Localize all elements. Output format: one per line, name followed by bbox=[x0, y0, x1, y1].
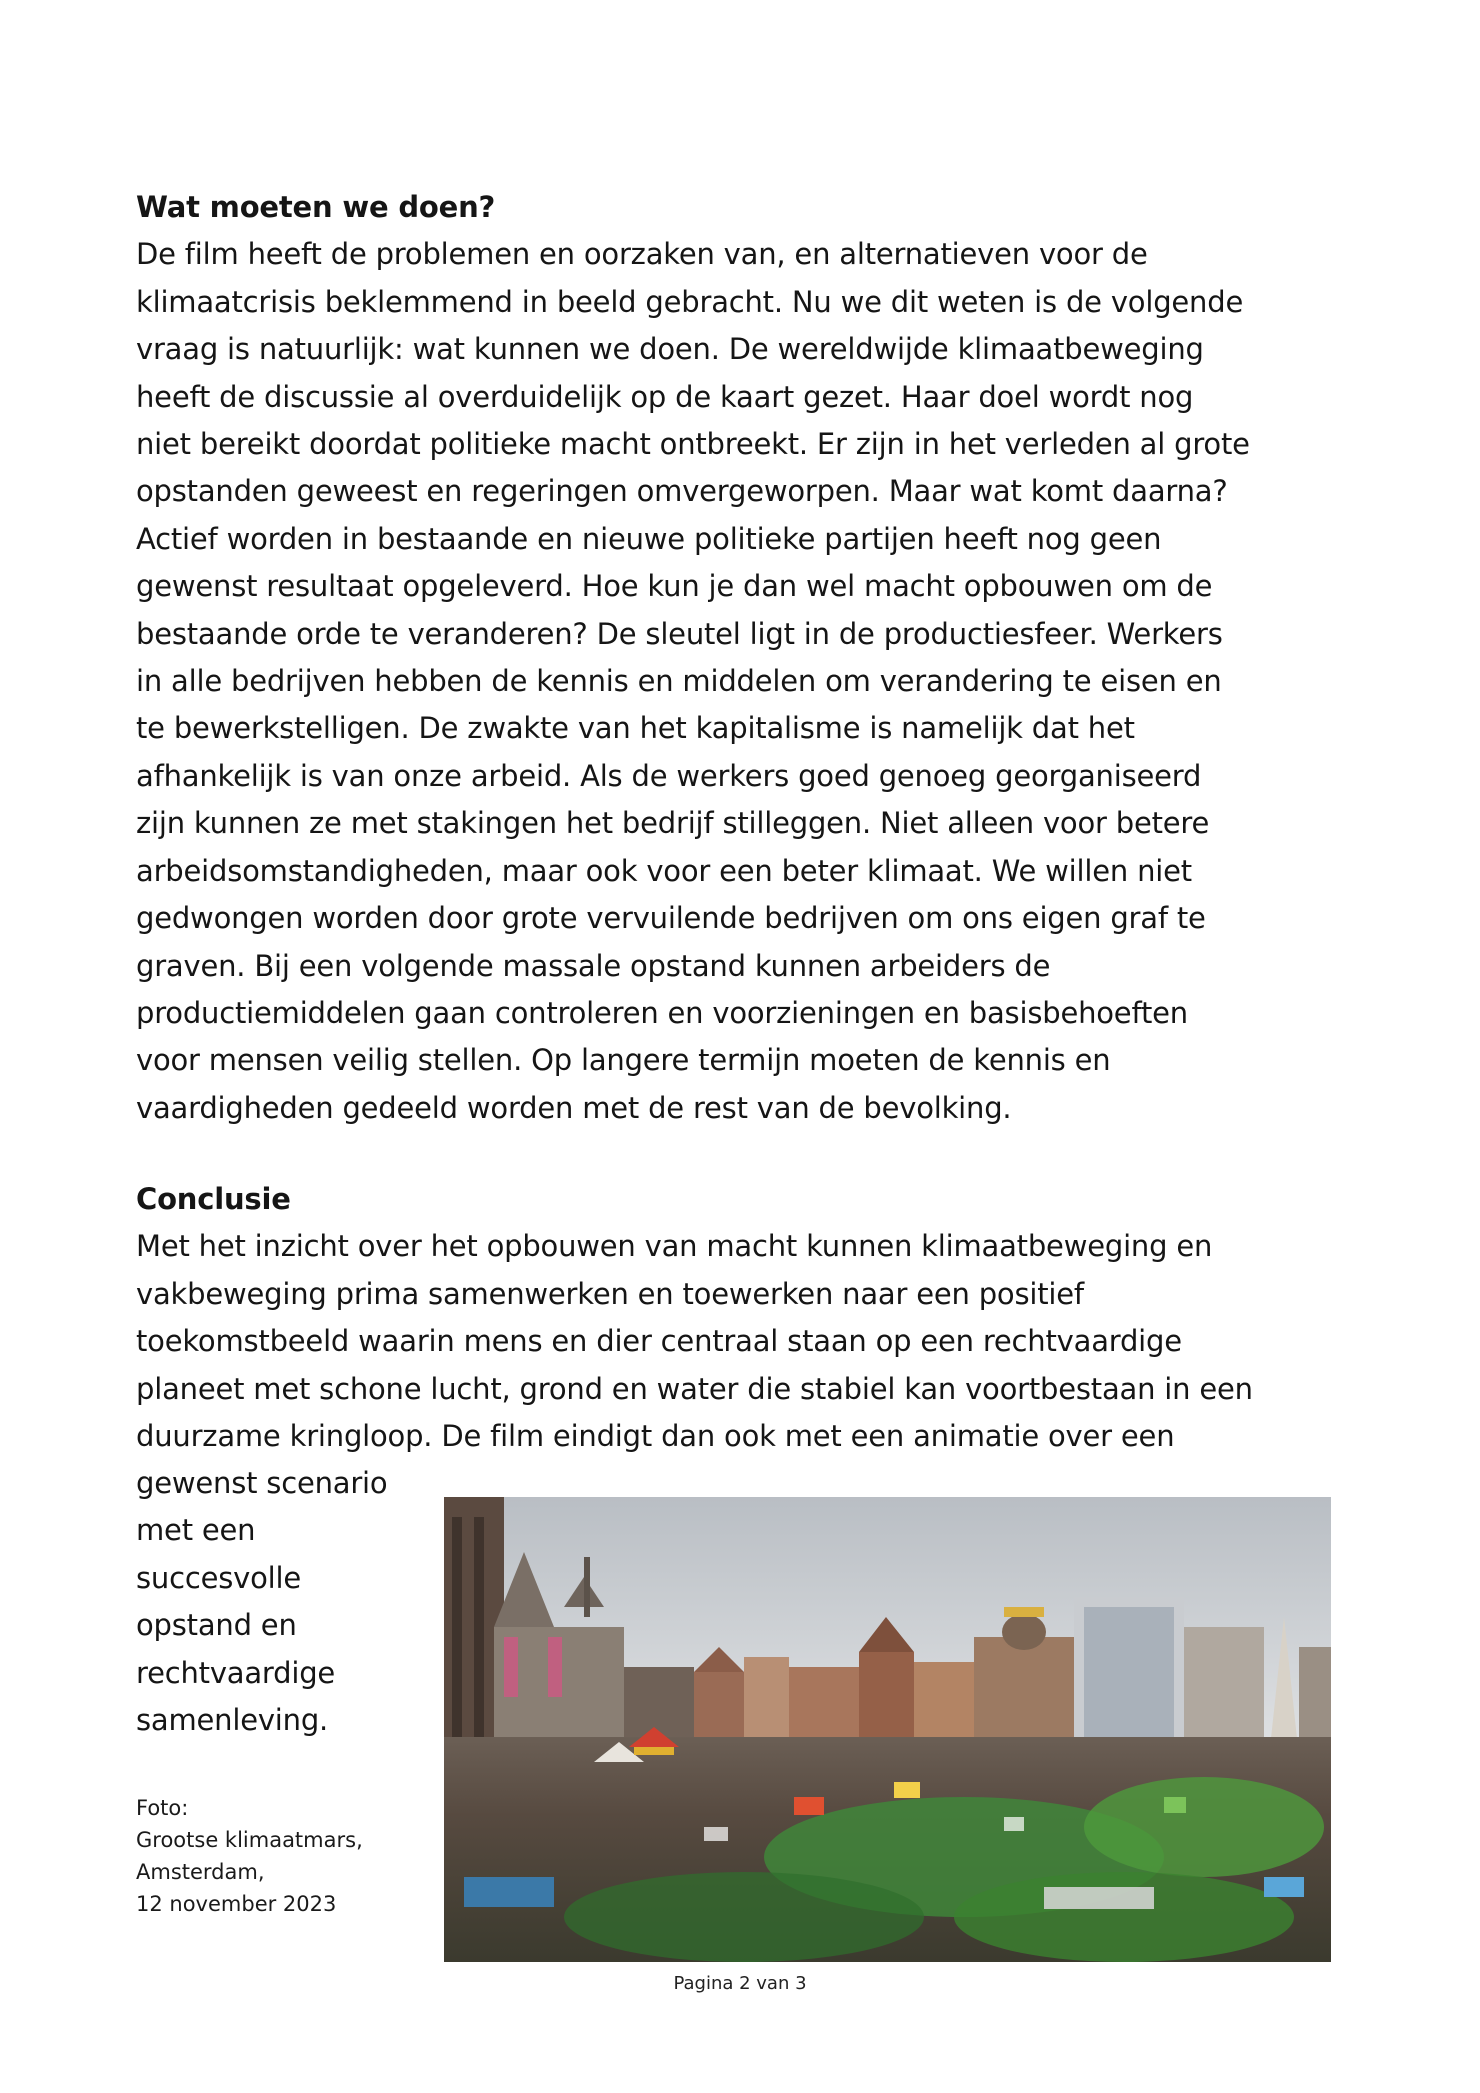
section-conclusion bbox=[136, 1176, 1356, 1460]
caption-line: Amsterdam, bbox=[136, 1860, 265, 1884]
text-line: productiemiddelen gaan controleren en voorzieningen en basisbehoeften bbox=[136, 995, 1188, 1030]
text-line: niet bereikt doordat politieke macht ontbreekt. Er zijn in het verleden al grote bbox=[136, 427, 1250, 462]
photo-caption bbox=[136, 1792, 363, 1920]
text-line: met een bbox=[136, 1513, 256, 1548]
text-line: graven. Bij een volgende massale opstand kunnen arbeiders de bbox=[136, 948, 1051, 983]
text-line: Met het inzicht over het opbouwen van macht kunnen klimaatbeweging en bbox=[136, 1229, 1213, 1264]
paragraph bbox=[136, 1223, 1356, 1460]
caption-line: Grootse klimaatmars, bbox=[136, 1828, 363, 1852]
text-line: gewenst scenario bbox=[136, 1466, 388, 1500]
text-line: bestaande orde te veranderen? De sleutel ligt in de productiesfeer. Werkers bbox=[136, 616, 1223, 651]
caption-line: 12 november 2023 bbox=[136, 1892, 337, 1916]
text-line: in alle bedrijven hebben de kennis en middelen om verandering te eisen en bbox=[136, 664, 1222, 699]
page-number: Pagina 2 van 3 bbox=[673, 1973, 807, 1994]
text-line: arbeidsomstandigheden, maar ook voor een beter klimaat. We willen niet bbox=[136, 853, 1192, 888]
text-line: zijn kunnen ze met stakingen het bedrijf stilleggen. Niet alleen voor betere bbox=[136, 806, 1210, 841]
caption-line: Foto: bbox=[136, 1796, 189, 1820]
text-line: heeft de discussie al overduidelijk op de kaart gezet. Haar doel wordt nog bbox=[136, 379, 1194, 414]
text-line: opstand en bbox=[136, 1608, 297, 1643]
crowd-photo bbox=[444, 1497, 1331, 1962]
text-line: klimaatcrisis beklemmend in beeld gebracht. Nu we dit weten is de volgende bbox=[136, 284, 1244, 319]
text-line: De film heeft de problemen en oorzaken van, en alternatieven voor de bbox=[136, 237, 1148, 272]
text-line: Actief worden in bestaande en nieuwe politieke partijen heeft nog geen bbox=[136, 521, 1162, 556]
text-line: voor mensen veilig stellen. Op langere termijn moeten de kennis en bbox=[136, 1043, 1111, 1078]
section-heading: Wat moeten we doen? bbox=[136, 190, 496, 224]
text-line: vakbeweging prima samenwerken en toewerken naar een positief bbox=[136, 1276, 1084, 1311]
text-line: toekomstbeeld waarin mens en dier centraal staan op een rechtvaardige bbox=[136, 1324, 1182, 1359]
paragraph bbox=[136, 231, 1356, 1132]
text-line: duurzame kringloop. De film eindigt dan ook met een animatie over een bbox=[136, 1419, 1175, 1454]
wrapped-paragraph-continuation bbox=[136, 1460, 387, 1744]
text-line: vaardigheden gedeeld worden met de rest van de bevolking. bbox=[136, 1090, 1012, 1125]
text-line: vraag is natuurlijk: wat kunnen we doen. De wereldwijde klimaatbeweging bbox=[136, 332, 1204, 367]
text-line: planeet met schone lucht, grond en water die stabiel kan voortbestaan in een bbox=[136, 1371, 1253, 1406]
text-line: afhankelijk is van onze arbeid. Als de werkers goed genoeg georganiseerd bbox=[136, 758, 1202, 793]
text-line: te bewerkstelligen. De zwakte van het kapitalisme is namelijk dat het bbox=[136, 711, 1135, 746]
text-line: opstanden geweest en regeringen omvergeworpen. Maar wat komt daarna? bbox=[136, 474, 1228, 509]
text-line: gedwongen worden door grote vervuilende bedrijven om ons eigen graf te bbox=[136, 901, 1206, 936]
text-line: gewenst resultaat opgeleverd. Hoe kun je dan wel macht opbouwen om de bbox=[136, 569, 1213, 604]
section-what-to-do bbox=[136, 184, 1356, 1132]
section-heading: Conclusie bbox=[136, 1182, 291, 1216]
text-line: rechtvaardige bbox=[136, 1655, 336, 1690]
text-line: samenleving. bbox=[136, 1703, 329, 1738]
text-line: succesvolle bbox=[136, 1560, 301, 1595]
